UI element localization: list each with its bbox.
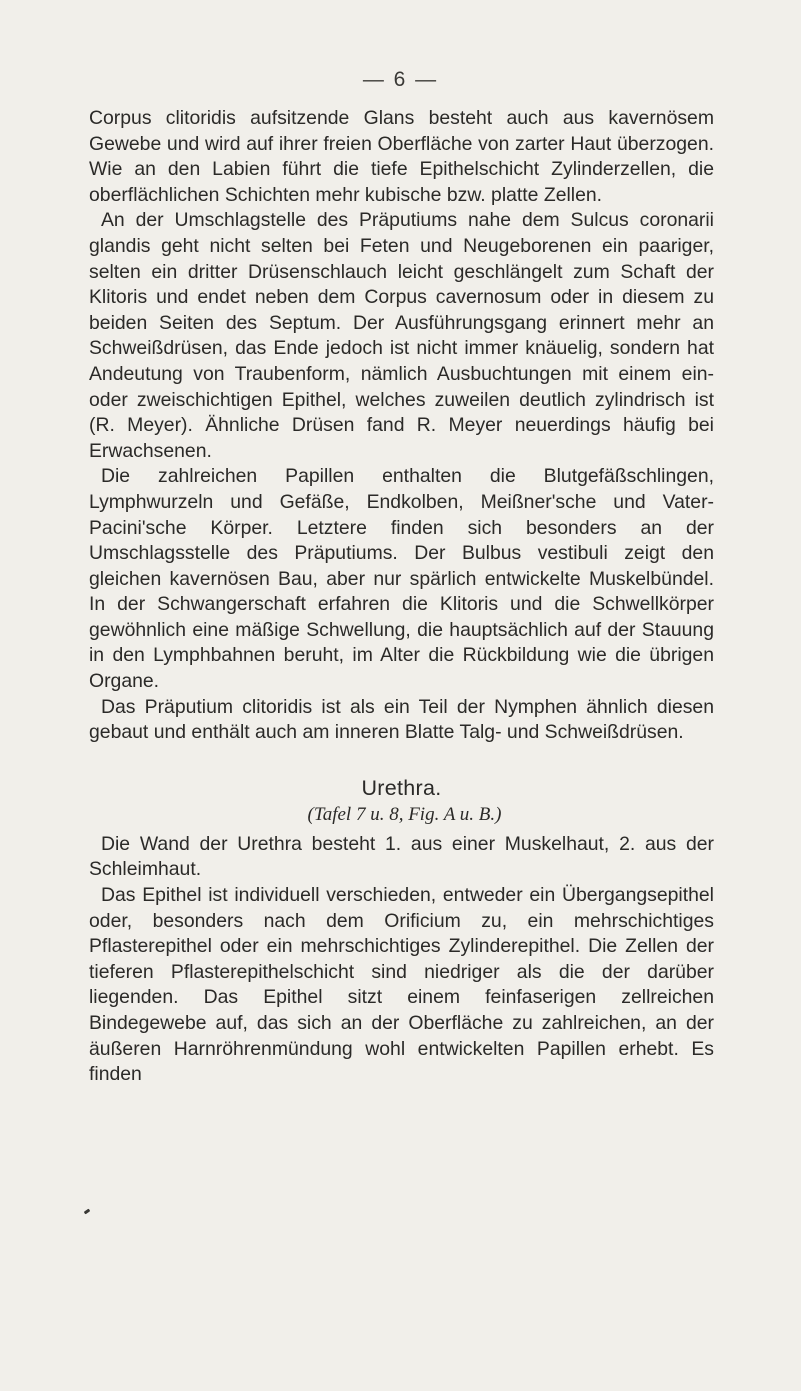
section-subheading: (Tafel 7 u. 8, Fig. A u. B.) xyxy=(307,803,502,825)
paragraph: An der Umschlagstelle des Präputiums nahe dem Sulcus coronarii glandis geht nicht selten bei Feten und Neugeborenen ein paariger, selten ein dritter Drüsenschlauch leicht geschlängelt zum Schaft der Klitoris und endet neben dem Corpus cavernosum oder in diesem zu beiden Seiten des Septum. Der Ausführungsgang erinnert mehr an Schweißdrüsen, das Ende jedoch ist nicht immer knäuelig, sondern hat Andeutung von Traubenform, nämlich Ausbuchtungen mit einem ein- oder zweischichtigen Epithel, welches zuweilen deutlich zylindrisch ist (R. Meyer). Ähnliche Drüsen fand R. Meyer neuerdings häufig bei Erwachsenen. xyxy=(89,209,714,462)
paragraph: Die zahlreichen Papillen enthalten die Blutgefäßschlingen, Lymphwurzeln und Gefäße, Endkolben, Meißner'sche und Vater-Pacini'sche Körper. Letztere finden sich besonders an der Umschlagsstelle des Präputiums. Der Bulbus vestibuli zeigt den gleichen kavernösen Bau, aber nur spärlich entwickelte Muskelbündel. In der Schwangerschaft erfahren die Klitoris und die Schwellkörper gewöhnlich eine mäßige Schwellung, die hauptsächlich auf der Stauung in den Lymphbahnen beruht, im Alter die Rückbildung wie die übrigen Organe. xyxy=(89,465,714,693)
page-number: — 6 — xyxy=(362,68,439,91)
body-text xyxy=(89,106,714,1088)
paragraph: Das Epithel ist individuell verschieden, entweder ein Übergangsepithel oder, besonders nach dem Orificium zu, ein mehrschichtiges Pflasterepithel oder ein mehrschichtiges Zylinderepithel. Die Zellen der tieferen Pflasterepithelschicht sind niedriger als die der darüber liegenden. Das Epithel sitzt einem feinfaserigen zellreichen Bindegewebe auf, das sich an der Oberfläche zu zahlreichen, an der äußeren Harnröhrenmündung wohl entwickelten Papillen erhebt. Es finden xyxy=(89,884,714,1086)
paragraph: Die Wand der Urethra besteht 1. aus einer Muskelhaut, 2. aus der Schleimhaut. xyxy=(89,832,714,881)
ink-speck xyxy=(84,1209,91,1215)
paragraph: Das Präputium clitoridis ist als ein Teil der Nymphen ähnlich diesen gebaut und enthält auch am inneren Blatte Talg- und Schweißdrüsen. xyxy=(89,695,714,744)
section-heading: Urethra. xyxy=(361,775,442,800)
paragraph: Corpus clitoridis aufsitzende Glans besteht auch aus kavernösem Gewebe und wird auf ihrer freien Oberfläche von zarter Haut überzogen. Wie an den Labien führt die tiefe Epithelschicht Zylinderzellen, die oberflächlichen Schichten mehr kubische bzw. platte Zellen. xyxy=(89,107,714,206)
